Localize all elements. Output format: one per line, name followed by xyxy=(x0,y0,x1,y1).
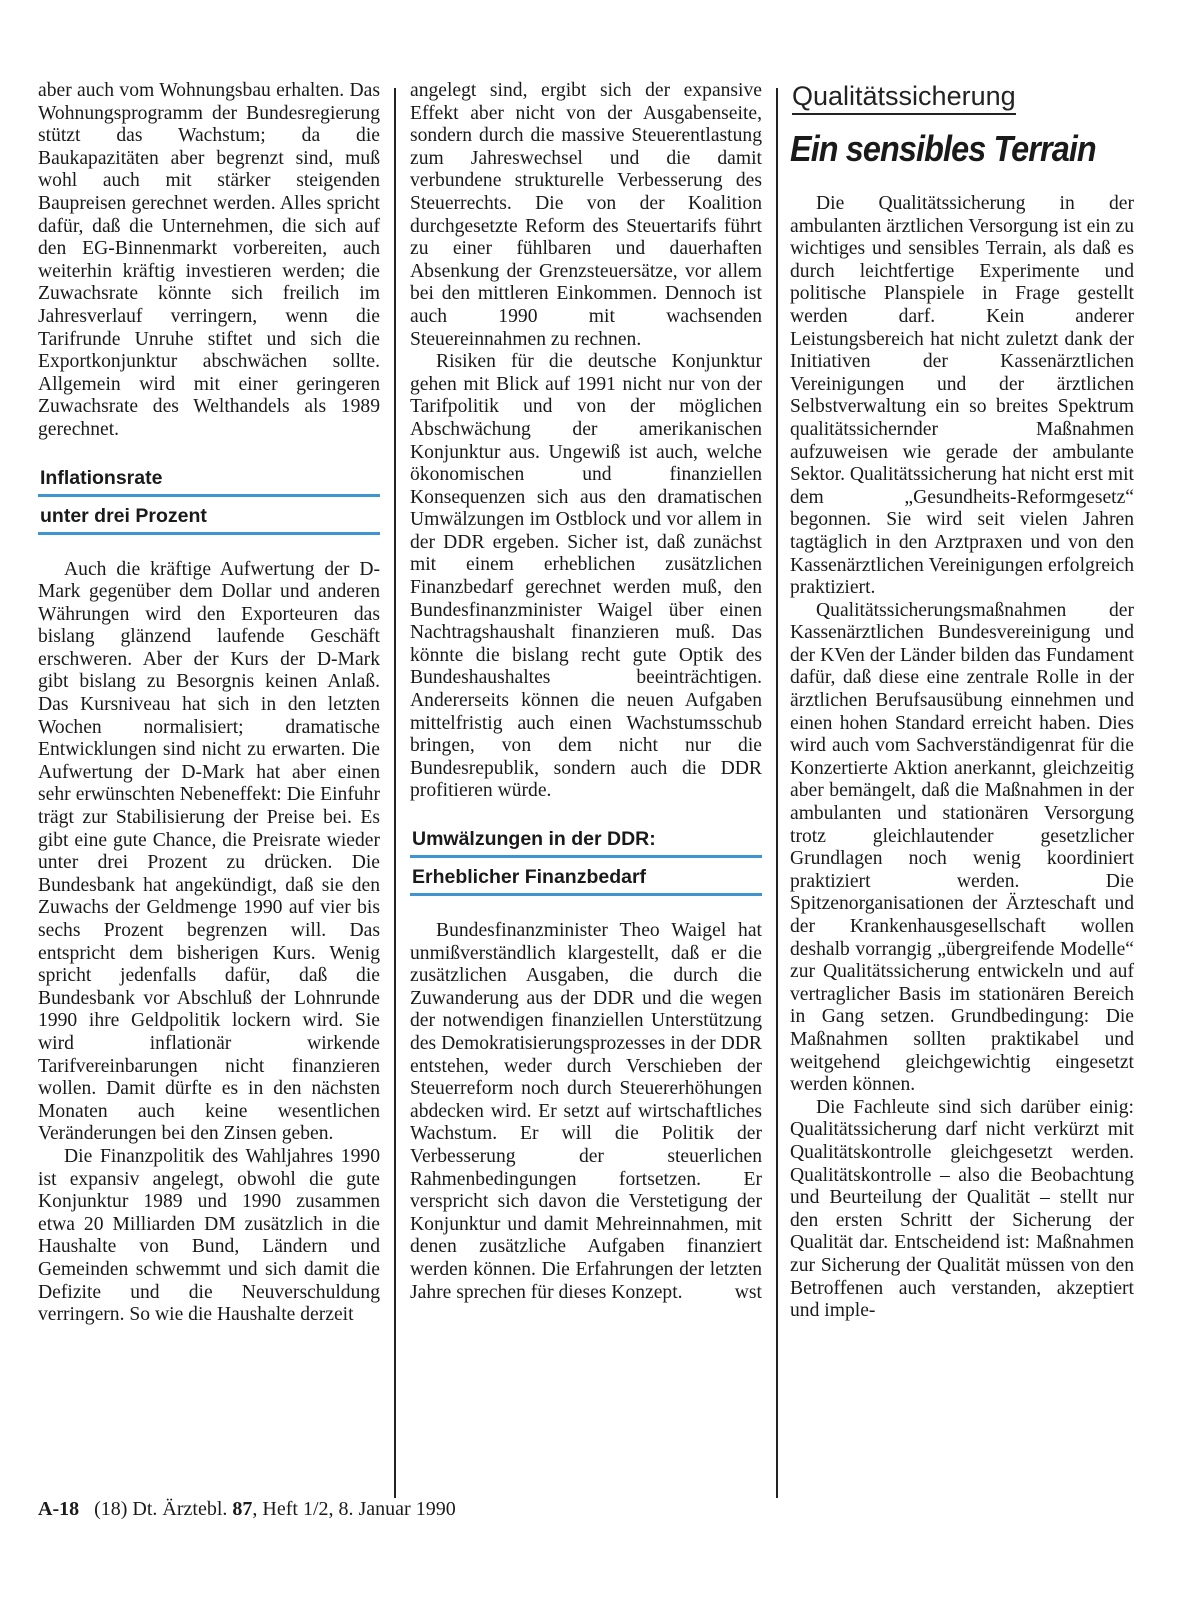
column-divider xyxy=(394,88,396,1498)
column-middle xyxy=(410,80,762,1304)
body-paragraph: Die Qualitätssicherung in der ambulanten ärztlichen Versorgung ist ein zu wichtiges und sensibles Terrain, als daß es durch leichtfertige Experimente und politische Planspiele in Frage gestellt werden darf. Kein anderer Leistungsbereich hat nicht zuletzt dank der Initiativen der Kassenärztlichen Vereinigungen und der ärztlichen Selbstverwaltung ein so breites Spektrum qualitätssichernder Maßnahmen aufzuweisen wie gerade der ambulante Sektor. Qualitätssicherung hat nicht erst mit dem „Gesundheits-Reformgesetz“ begonnen. Sie wird seit vielen Jahren tagtäglich in den Arztpraxen und von den Kassenärztlichen Vereinigungen erfolgreich praktiziert. xyxy=(790,193,1134,599)
body-paragraph: aber auch vom Wohnungsbau erhalten. Das Wohnungsprogramm der Bundesregierung stützt das Wachstum; da die Baukapazitäten aber begrenzt sind, muß wohl auch mit stärker steigenden Baupreisen gerechnet werden. Alles spricht dafür, daß die Unternehmen, die sich auf den EG-Binnenmarkt vorbereiten, auch weiterhin kräftig investieren werden; die Zuwachsrate könnte sich freilich im Jahresverlauf verringern, wenn die Tarifrunde Unruhe stiftet und sich die Exportkonjunktur abschwächen sollte. Allgemein wird mit einer geringeren Zuwachsrate des Welthandels als 1989 gerechnet. xyxy=(38,80,380,440)
column-right xyxy=(790,80,1134,1323)
subheading-inflation xyxy=(38,464,380,535)
page-number: A-18 xyxy=(38,1498,80,1520)
body-paragraph xyxy=(410,920,762,1304)
article-headline: Ein sensibles Terrain xyxy=(790,128,1096,169)
volume-number: 87 xyxy=(232,1498,253,1520)
body-paragraph: Die Fachleute sind sich darüber einig: Qualitätssicherung darf nicht verkürzt mit Qualitätskontrolle gleichgesetzt werden. Qualitätskontrolle – also die Beobachtung und Beurteilung der Qualität – stellt nur den ersten Schritt der Sicherung der Qualität dar. Entscheidend ist: Maßnahmen zur Sicherung der Qualität müssen von den Betroffenen auch verstanden, akzeptiert und imple- xyxy=(790,1096,1134,1322)
page-footer xyxy=(38,1497,456,1521)
issue-date: , Heft 1/2, 8. Januar 1990 xyxy=(252,1498,456,1520)
subheading-line: unter drei Prozent xyxy=(38,502,380,535)
subheading-line: Inflationsrate xyxy=(38,464,380,497)
author-signature: wst xyxy=(734,1281,762,1303)
column-left xyxy=(38,80,380,1327)
subheading-line: Umwälzungen in der DDR: xyxy=(410,825,762,858)
subheading-line: Erheblicher Finanzbedarf xyxy=(410,863,762,896)
column-divider xyxy=(776,88,778,1498)
subheading-ddr xyxy=(410,825,762,896)
journal-citation: (18) Dt. Ärztebl. xyxy=(94,1498,228,1520)
body-paragraph: angelegt sind, ergibt sich der expansive Effekt aber nicht von der Ausgabenseite, sondern durch die massive Steuerentlastung zum Jahreswechsel und die damit verbundene strukturelle Verbesserung des Steuerrechts. Die von der Koalition durchgesetzte Reform des Steuertarifs führt zu einer fühlbaren und dauerhaften Absenkung der Grenzsteuersätze, vor allem bei den mittleren Einkommen. Dennoch ist auch 1990 mit wachsenden Steuereinnahmen zu rechnen. xyxy=(410,80,762,350)
body-paragraph: Auch die kräftige Aufwertung der D-Mark gegenüber dem Dollar und anderen Währungen wird den Exporteuren das bislang glänzend laufende Geschäft erschweren. Aber der Kurs der D-Mark gibt bislang zu Besorgnis keinen Anlaß. Das Kursniveau hat sich in den letzten Wochen normalisiert; dramatische Entwicklungen sind nicht zu erwarten. Die Aufwertung der D-Mark hat aber einen sehr erwünschten Nebeneffekt: Die Einfuhr trägt zur Stabilisierung der Preise bei. Es gibt eine gute Chance, die Preisrate wieder unter drei Prozent zu drücken. Die Bundesbank hat angekündigt, daß sie den Zuwachs der Geldmenge 1990 auf vier bis sechs Prozent begrenzen will. Das entspricht dem bisherigen Kurs. Wenig spricht jedenfalls dafür, daß die Bundesbank vor Abschluß der Lohnrunde 1990 ihre Geldpolitik lockern wird. Sie wird inflationär wirkende Tarifvereinbarungen nicht finanzieren wollen. Damit dürfte es in den nächsten Monaten auch keine wesentlichen Veränderungen bei den Zinsen geben. xyxy=(38,558,380,1145)
body-paragraph: Qualitätssicherungsmaßnahmen der Kassenärztlichen Bundesvereinigung und der KVen der Länder bilden das Fundament dafür, daß diese eine zentrale Rolle in der ärztlichen Berufsausübung einnehmen und einen hohen Standard erreicht haben. Dies wird auch vom Sachverständigenrat für die Konzertierte Aktion anerkannt, gleichzeitig aber bemängelt, daß die Maßnahmen in der ambulanten und stationären Versorgung trotz gleichlautender gesetzlicher Grundlagen noch wenig koordiniert praktiziert werden. Die Spitzenorganisationen der Ärzteschaft und der Krankenhausgesellschaft wollen deshalb vorrangig „übergreifende Modelle“ zur Qualitätssicherung entwickeln und auf vertraglicher Basis im stationären Bereich in Gang setzen. Grundbedingung: Die Maßnahmen sollten praktikabel und weitgehend gleichgewichtig eingesetzt werden können. xyxy=(790,599,1134,1096)
body-paragraph: Risiken für die deutsche Konjunktur gehen mit Blick auf 1991 nicht nur von der Tarifpolitik und von der möglichen Abschwächung der amerikanischen Konjunktur aus. Ungewiß ist auch, welche ökonomischen und finanziellen Konsequenzen sich aus den dramatischen Umwälzungen im Ostblock und vor allem in der DDR ergeben. Sicher ist, daß zunächst mit einem erheblichen zusätzlichen Finanzbedarf gerechnet werden muß, den Bundesfinanzminister Waigel über einen Nachtragshaushalt finanzieren muß. Das könnte die bislang recht gute Optik des Bundeshaushaltes beeinträchtigen. Andererseits können die neuen Aufgaben mittelfristig auch einen Wachstumsschub bringen, von dem nicht nur die Bundesrepublik, sondern auch die DDR profitieren würde. xyxy=(410,351,762,802)
article-kicker: Qualitätssicherung xyxy=(792,80,1016,115)
paragraph-text: Bundesfinanzminister Theo Waigel hat unmißverständlich klargestellt, daß er die zusätzlichen Ausgaben, die durch die Zuwanderung aus der DDR und die wegen der notwendigen finanziellen Unterstützung des Demokratisierungsprozesses in der DDR entstehen, weder durch Verschieben der Steuerreform noch durch Steuererhöhungen abdecken wird. Er setzt auf wirtschaftliches Wachstum. Er will die Politik der Verbesserung der steuerlichen Rahmenbedingungen fortsetzen. Er verspricht sich davon die Verstetigung der Konjunktur und damit Mehreinnahmen, mit denen zusätzliche Aufgaben finanziert werden können. Die Erfahrungen der letzten Jahre sprechen für dieses Konzept. xyxy=(410,920,762,1303)
body-paragraph: Die Finanzpolitik des Wahljahres 1990 ist expansiv angelegt, obwohl die gute Konjunktur 1989 und 1990 zusammen etwa 20 Milliarden DM zusätzlich in die Haushalte von Bund, Ländern und Gemeinden schwemmt und sich damit die Defizite und die Neuverschuldung verringern. So wie die Haushalte derzeit xyxy=(38,1145,380,1326)
